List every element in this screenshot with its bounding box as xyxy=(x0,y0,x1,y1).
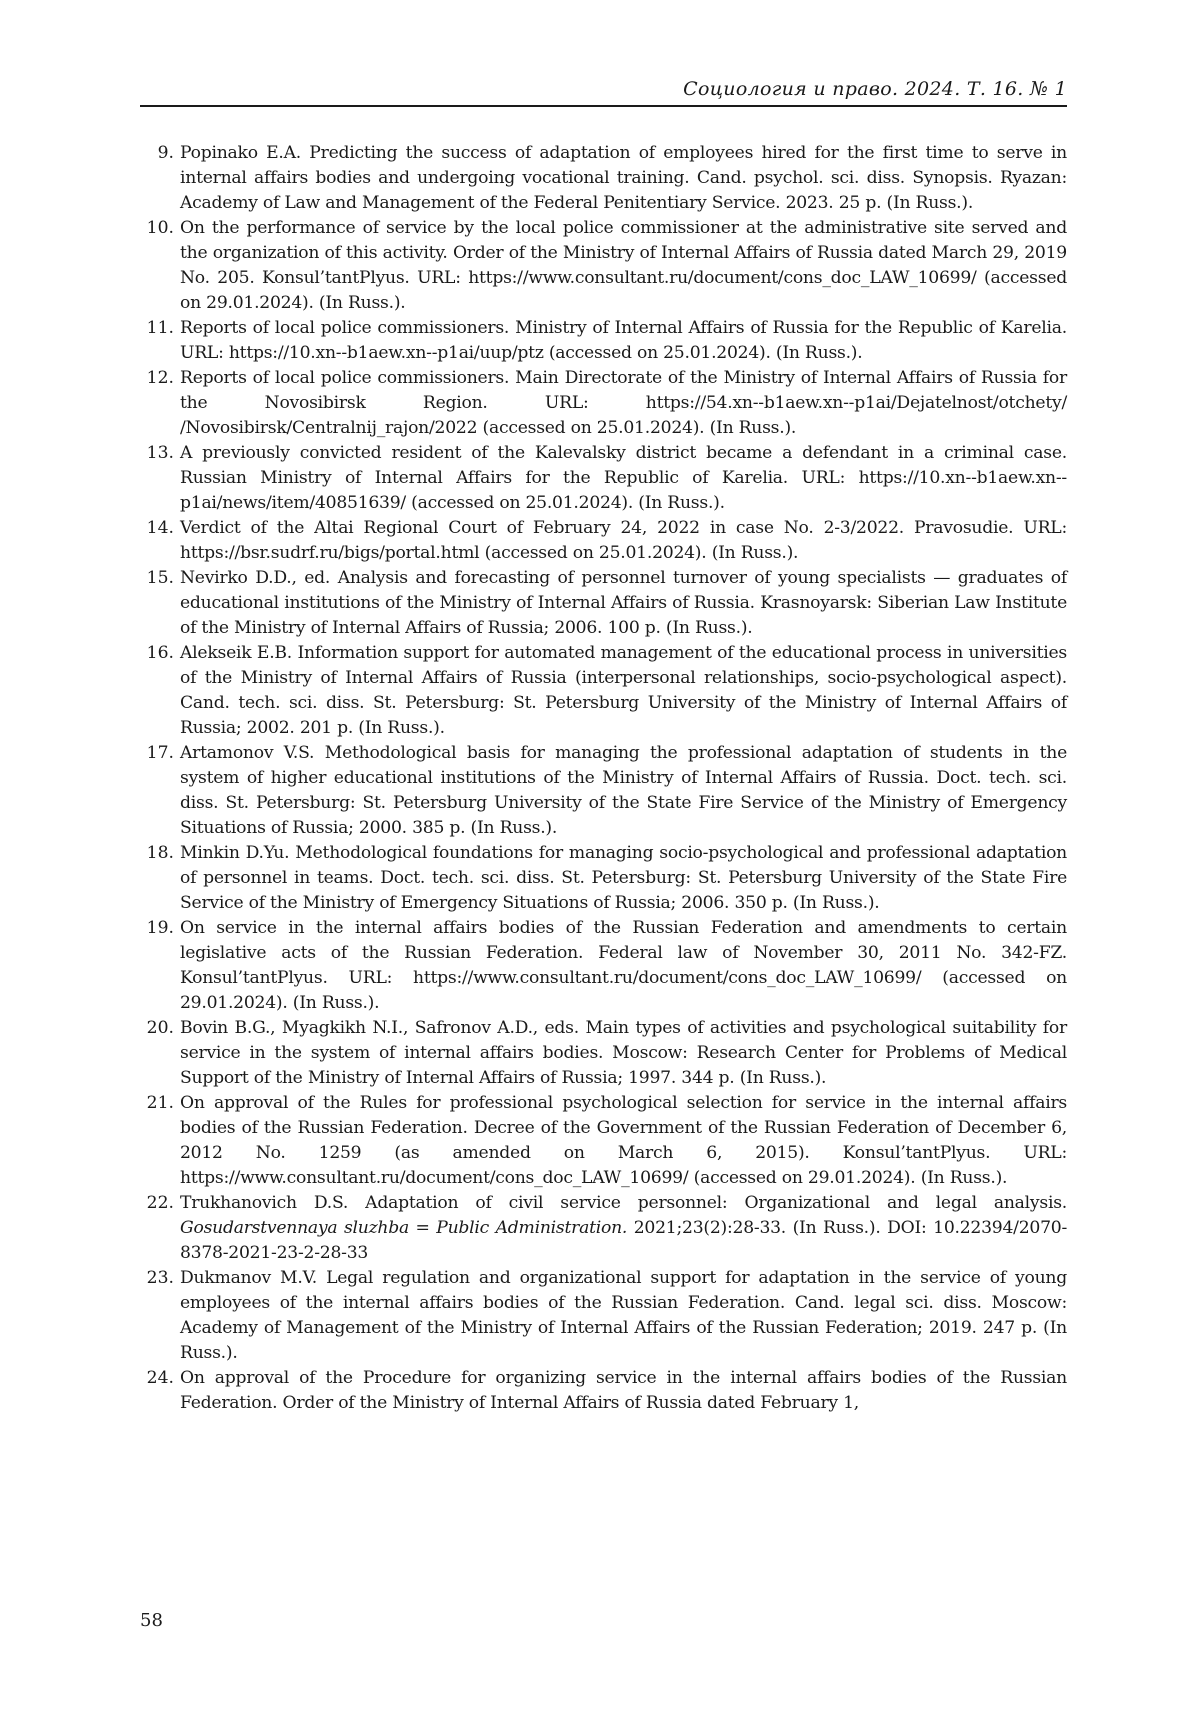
reference-item xyxy=(140,516,1067,566)
reference-list xyxy=(140,141,1067,1416)
reference-number: 17. xyxy=(146,743,174,763)
reference-number: 9. xyxy=(157,143,174,163)
reference-text: Verdict of the Altai Regional Court of February 24, 2022 in case No. 2-3/2022. Pravosudie. URL: https://bsr.sudrf.ru/bigs/portal.html (accessed on 25.01.2024). (In Russ.). xyxy=(180,518,1067,563)
reference-text-part: Trukhanovich D.S. Adaptation of civil service personnel: Organizational and legal analysis. xyxy=(180,1193,1067,1213)
reference-text: On service in the internal affairs bodies of the Russian Federation and amendments to certain legislative acts of the Russian Federation. Federal law of November 30, 2011 No. 342-FZ. Konsul’tantPlyus. URL: https://www.consultant.ru/document/cons_doc_LAW_10699/ (accessed on 29.01.2024). (In Russ.). xyxy=(180,918,1067,1013)
reference-item xyxy=(140,916,1067,1016)
reference-number: 21. xyxy=(146,1093,174,1113)
reference-item xyxy=(140,1191,1067,1266)
reference-number: 12. xyxy=(146,368,174,388)
journal-title-italic: Gosudarstvennaya sluzhba = Public Administration. xyxy=(180,1218,628,1238)
reference-item xyxy=(140,841,1067,916)
header-rule xyxy=(140,105,1067,107)
reference-number: 15. xyxy=(146,568,174,588)
reference-number: 24. xyxy=(146,1368,174,1388)
reference-text: Nevirko D.D., ed. Analysis and forecasting of personnel turnover of young specialists — graduates of educational institutions of the Ministry of Internal Affairs of Russia. Krasnoyarsk: Siberian Law Institute of the Ministry of Internal Affairs of Russia; 2006. 100 p. (In Russ.). xyxy=(180,568,1067,638)
reference-text: On the performance of service by the local police commissioner at the administrative site served and the organization of this activity. Order of the Ministry of Internal Affairs of Russia dated March 29, 2019 No. 205. Konsul’tantPlyus. URL: https://www.consultant.ru/document/cons_doc_LAW_10699/ (accessed on 29.01.2024). (In Russ.). xyxy=(180,218,1067,313)
running-head: Социология и право. 2024. Т. 16. № 1 xyxy=(683,78,1067,100)
reference-text: Dukmanov M.V. Legal regulation and organizational support for adaptation in the service of young employees of the internal affairs bodies of the Russian Federation. Cand. legal sci. diss. Moscow: Academy of Management of the Ministry of Internal Affairs of the Russian Federation; 2019. 247 p. (In Russ.). xyxy=(180,1268,1067,1363)
reference-item xyxy=(140,641,1067,741)
reference-item xyxy=(140,441,1067,516)
reference-number: 23. xyxy=(146,1268,174,1288)
reference-text: Minkin D.Yu. Methodological foundations for managing socio-psychological and professional adaptation of personnel in teams. Doct. tech. sci. diss. St. Petersburg: St. Petersburg University of the State Fire Service of the Ministry of Emergency Situations of Russia; 2006. 350 p. (In Russ.). xyxy=(180,843,1067,913)
reference-number: 16. xyxy=(146,643,174,663)
reference-number: 11. xyxy=(146,318,174,338)
reference-item xyxy=(140,1266,1067,1366)
reference-number: 22. xyxy=(146,1193,174,1213)
reference-text-part: 2021;23(2):28-33. (In Russ.). DOI: 10.22394/2070-8378-2021-23-2-28-33 xyxy=(180,1218,1067,1263)
reference-text: A previously convicted resident of the Kalevalsky district became a defendant in a criminal case. Russian Ministry of Internal Affairs for the Republic of Karelia. URL: https://10.xn--b1aew.xn--p1ai/news/item/40851639/ (accessed on 25.01.2024). (In Russ.). xyxy=(180,443,1067,513)
reference-text: Reports of local police commissioners. Ministry of Internal Affairs of Russia for the Republic of Karelia. URL: https://10.xn--b1aew.xn--p1ai/uup/ptz (accessed on 25.01.2024). (In Russ.). xyxy=(180,318,1067,363)
reference-text: Reports of local police commissioners. Main Directorate of the Ministry of Internal Affairs of Russia for the Novosibirsk Region. URL: https://54.xn--b1aew.xn--p1ai/Dejatelnost/otchety/ /Novosibirsk/Centralnij_rajon/2022 (accessed on 25.01.2024). (In Russ.). xyxy=(180,368,1067,438)
reference-item xyxy=(140,1016,1067,1091)
reference-number: 14. xyxy=(146,518,174,538)
reference-item xyxy=(140,1366,1067,1416)
reference-text: Popinako E.A. Predicting the success of adaptation of employees hired for the first time to serve in internal affairs bodies and undergoing vocational training. Cand. psychol. sci. diss. Synopsis. Ryazan: Academy of Law and Management of the Federal Penitentiary Service. 2023. 25 p. (In Russ.). xyxy=(180,143,1067,213)
reference-item xyxy=(140,366,1067,441)
reference-item xyxy=(140,566,1067,641)
reference-item xyxy=(140,141,1067,216)
reference-text: Alekseik E.B. Information support for automated management of the educational process in universities of the Ministry of Internal Affairs of Russia (interpersonal relationships, socio-psychological aspect). Cand. tech. sci. diss. St. Petersburg: St. Petersburg University of the Ministry of Internal Affairs of Russia; 2002. 201 p. (In Russ.). xyxy=(180,643,1067,738)
reference-text: Artamonov V.S. Methodological basis for managing the professional adaptation of students in the system of higher educational institutions of the Ministry of Internal Affairs of Russia. Doct. tech. sci. diss. St. Petersburg: St. Petersburg University of the State Fire Service of the Ministry of Emergency Situations of Russia; 2000. 385 p. (In Russ.). xyxy=(180,743,1067,838)
reference-number: 10. xyxy=(146,218,174,238)
reference-text: On approval of the Rules for professional psychological selection for service in the internal affairs bodies of the Russian Federation. Decree of the Government of the Russian Federation of December 6, 2012 No. 1259 (as amended on March 6, 2015). Konsul’tantPlyus. URL: https://www.consultant.ru/document/cons_doc_LAW_10699/ (accessed on 29.01.2024). (In Russ.). xyxy=(180,1093,1067,1188)
reference-item xyxy=(140,216,1067,316)
reference-text: Bovin B.G., Myagkikh N.I., Safronov A.D., eds. Main types of activities and psychological suitability for service in the system of internal affairs bodies. Moscow: Research Center for Problems of Medical Support of the Ministry of Internal Affairs of Russia; 1997. 344 p. (In Russ.). xyxy=(180,1018,1067,1088)
reference-number: 20. xyxy=(146,1018,174,1038)
reference-text: On approval of the Procedure for organizing service in the internal affairs bodies of the Russian Federation. Order of the Ministry of Internal Affairs of Russia dated February 1, xyxy=(180,1368,1067,1413)
reference-number: 18. xyxy=(146,843,174,863)
reference-text xyxy=(176,1191,1067,1266)
reference-number: 19. xyxy=(146,918,174,938)
reference-item xyxy=(140,1091,1067,1191)
reference-number: 13. xyxy=(146,443,174,463)
page-number: 58 xyxy=(140,1610,163,1631)
reference-item xyxy=(140,316,1067,366)
reference-item xyxy=(140,741,1067,841)
